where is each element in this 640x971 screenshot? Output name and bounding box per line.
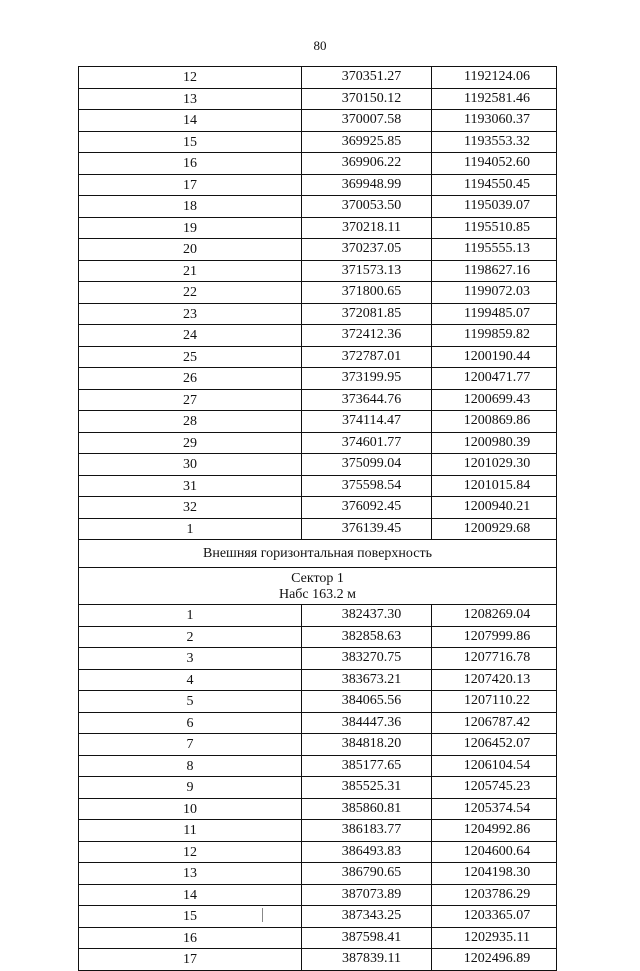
y-coordinate-cell: 1198627.16 xyxy=(432,260,557,282)
table-row xyxy=(79,282,557,304)
table-row xyxy=(79,669,557,691)
point-number-cell: 4 xyxy=(79,669,302,691)
point-number-cell: 16 xyxy=(79,927,302,949)
table-row xyxy=(79,131,557,153)
x-coordinate-cell: 384065.56 xyxy=(302,691,432,713)
point-number-cell: 9 xyxy=(79,777,302,799)
x-coordinate-cell: 370218.11 xyxy=(302,217,432,239)
table-row xyxy=(79,239,557,261)
x-coordinate-cell: 369925.85 xyxy=(302,131,432,153)
x-coordinate-cell: 383673.21 xyxy=(302,669,432,691)
sector-title: Сектор 1 xyxy=(291,571,344,586)
point-number-cell: 6 xyxy=(79,712,302,734)
point-number-cell: 14 xyxy=(79,884,302,906)
x-coordinate-cell: 371573.13 xyxy=(302,260,432,282)
sector-header-cell xyxy=(79,568,557,605)
y-coordinate-cell: 1193060.37 xyxy=(432,110,557,132)
point-number-cell: 2 xyxy=(79,626,302,648)
table-row xyxy=(79,648,557,670)
y-coordinate-cell: 1200940.21 xyxy=(432,497,557,519)
y-coordinate-cell: 1193553.32 xyxy=(432,131,557,153)
table-row xyxy=(79,196,557,218)
y-coordinate-cell: 1195039.07 xyxy=(432,196,557,218)
table-row xyxy=(79,368,557,390)
table-row xyxy=(79,389,557,411)
x-coordinate-cell: 369948.99 xyxy=(302,174,432,196)
table-row xyxy=(79,303,557,325)
table-row xyxy=(79,884,557,906)
y-coordinate-cell: 1206452.07 xyxy=(432,734,557,756)
table-row xyxy=(79,475,557,497)
point-number-cell: 27 xyxy=(79,389,302,411)
y-coordinate-cell: 1192581.46 xyxy=(432,88,557,110)
table-row xyxy=(79,518,557,540)
point-number-cell: 12 xyxy=(79,841,302,863)
coordinates-block-top xyxy=(79,67,557,540)
point-number-cell: 32 xyxy=(79,497,302,519)
point-number-cell: 30 xyxy=(79,454,302,476)
table-row xyxy=(79,734,557,756)
y-coordinate-cell: 1207999.86 xyxy=(432,626,557,648)
y-coordinate-cell: 1203786.29 xyxy=(432,884,557,906)
y-coordinate-cell: 1205745.23 xyxy=(432,777,557,799)
x-coordinate-cell: 376092.45 xyxy=(302,497,432,519)
y-coordinate-cell: 1200980.39 xyxy=(432,432,557,454)
x-coordinate-cell: 387343.25 xyxy=(302,906,432,928)
sector-height: Набс 163.2 м xyxy=(278,587,357,602)
table-row xyxy=(79,949,557,971)
point-number-cell: 10 xyxy=(79,798,302,820)
table-row xyxy=(79,174,557,196)
x-coordinate-cell: 386790.65 xyxy=(302,863,432,885)
x-coordinate-cell: 376139.45 xyxy=(302,518,432,540)
table-row xyxy=(79,346,557,368)
point-number-cell: 16 xyxy=(79,153,302,175)
table-row xyxy=(79,691,557,713)
y-coordinate-cell: 1208269.04 xyxy=(432,605,557,627)
x-coordinate-cell: 370237.05 xyxy=(302,239,432,261)
table-row xyxy=(79,153,557,175)
y-coordinate-cell: 1207110.22 xyxy=(432,691,557,713)
y-coordinate-cell: 1201029.30 xyxy=(432,454,557,476)
y-coordinate-cell: 1207420.13 xyxy=(432,669,557,691)
x-coordinate-cell: 385860.81 xyxy=(302,798,432,820)
y-coordinate-cell: 1201015.84 xyxy=(432,475,557,497)
table-row xyxy=(79,325,557,347)
y-coordinate-cell: 1200869.86 xyxy=(432,411,557,433)
x-coordinate-cell: 385177.65 xyxy=(302,755,432,777)
point-number-cell: 13 xyxy=(79,88,302,110)
point-number-cell: 14 xyxy=(79,110,302,132)
point-number-cell: 25 xyxy=(79,346,302,368)
point-number-cell: 22 xyxy=(79,282,302,304)
point-number-cell: 11 xyxy=(79,820,302,842)
point-number-cell: 8 xyxy=(79,755,302,777)
table-row xyxy=(79,432,557,454)
y-coordinate-cell: 1195510.85 xyxy=(432,217,557,239)
y-coordinate-cell: 1203365.07 xyxy=(432,906,557,928)
x-coordinate-cell: 373644.76 xyxy=(302,389,432,411)
x-coordinate-cell: 372412.36 xyxy=(302,325,432,347)
x-coordinate-cell: 384447.36 xyxy=(302,712,432,734)
table-row xyxy=(79,88,557,110)
table-row xyxy=(79,927,557,949)
x-coordinate-cell: 386493.83 xyxy=(302,841,432,863)
point-number-cell: 19 xyxy=(79,217,302,239)
x-coordinate-cell: 385525.31 xyxy=(302,777,432,799)
x-coordinate-cell: 371800.65 xyxy=(302,282,432,304)
point-number-cell: 17 xyxy=(79,949,302,971)
x-coordinate-cell: 375099.04 xyxy=(302,454,432,476)
point-number-cell: 1 xyxy=(79,518,302,540)
y-coordinate-cell: 1204198.30 xyxy=(432,863,557,885)
x-coordinate-cell: 374114.47 xyxy=(302,411,432,433)
coordinates-block-bottom xyxy=(79,605,557,971)
x-coordinate-cell: 387839.11 xyxy=(302,949,432,971)
y-coordinate-cell: 1205374.54 xyxy=(432,798,557,820)
x-coordinate-cell: 373199.95 xyxy=(302,368,432,390)
table-row xyxy=(79,497,557,519)
y-coordinate-cell: 1204992.86 xyxy=(432,820,557,842)
x-coordinate-cell: 370150.12 xyxy=(302,88,432,110)
y-coordinate-cell: 1200471.77 xyxy=(432,368,557,390)
point-number-cell: 18 xyxy=(79,196,302,218)
x-coordinate-cell: 374601.77 xyxy=(302,432,432,454)
point-number-cell: 31 xyxy=(79,475,302,497)
y-coordinate-cell: 1199485.07 xyxy=(432,303,557,325)
sector-header-row xyxy=(79,568,557,605)
x-coordinate-cell: 370053.50 xyxy=(302,196,432,218)
x-coordinate-cell: 384818.20 xyxy=(302,734,432,756)
y-coordinate-cell: 1204600.64 xyxy=(432,841,557,863)
y-coordinate-cell: 1200699.43 xyxy=(432,389,557,411)
point-number-cell: 12 xyxy=(79,67,302,89)
table-row xyxy=(79,626,557,648)
point-number-cell: 28 xyxy=(79,411,302,433)
y-coordinate-cell: 1194052.60 xyxy=(432,153,557,175)
table-row xyxy=(79,454,557,476)
point-number-cell: 7 xyxy=(79,734,302,756)
x-coordinate-cell: 387073.89 xyxy=(302,884,432,906)
point-number-cell: 24 xyxy=(79,325,302,347)
section-title: Внешняя горизонтальная поверхность xyxy=(79,540,557,568)
point-number-cell: 15 xyxy=(79,906,302,928)
table-row xyxy=(79,260,557,282)
x-coordinate-cell: 387598.41 xyxy=(302,927,432,949)
table-row xyxy=(79,712,557,734)
y-coordinate-cell: 1206787.42 xyxy=(432,712,557,734)
point-number-cell: 29 xyxy=(79,432,302,454)
y-coordinate-cell: 1206104.54 xyxy=(432,755,557,777)
x-coordinate-cell: 375598.54 xyxy=(302,475,432,497)
table-row xyxy=(79,755,557,777)
table-row xyxy=(79,217,557,239)
point-number-cell: 17 xyxy=(79,174,302,196)
y-coordinate-cell: 1200190.44 xyxy=(432,346,557,368)
point-number-cell: 13 xyxy=(79,863,302,885)
point-number-cell: 15 xyxy=(79,131,302,153)
x-coordinate-cell: 369906.22 xyxy=(302,153,432,175)
table-row xyxy=(79,820,557,842)
table-row xyxy=(79,110,557,132)
point-number-cell: 20 xyxy=(79,239,302,261)
table-row xyxy=(79,798,557,820)
x-coordinate-cell: 372081.85 xyxy=(302,303,432,325)
y-coordinate-cell: 1194550.45 xyxy=(432,174,557,196)
point-number-cell: 5 xyxy=(79,691,302,713)
point-number-cell: 23 xyxy=(79,303,302,325)
table-row xyxy=(79,863,557,885)
scan-artifact-line xyxy=(262,908,263,922)
y-coordinate-cell: 1195555.13 xyxy=(432,239,557,261)
x-coordinate-cell: 372787.01 xyxy=(302,346,432,368)
table-row xyxy=(79,67,557,89)
point-number-cell: 3 xyxy=(79,648,302,670)
y-coordinate-cell: 1202935.11 xyxy=(432,927,557,949)
x-coordinate-cell: 383270.75 xyxy=(302,648,432,670)
point-number-cell: 1 xyxy=(79,605,302,627)
x-coordinate-cell: 386183.77 xyxy=(302,820,432,842)
table-row xyxy=(79,841,557,863)
y-coordinate-cell: 1202496.89 xyxy=(432,949,557,971)
y-coordinate-cell: 1199072.03 xyxy=(432,282,557,304)
section-header-block xyxy=(79,540,557,605)
y-coordinate-cell: 1199859.82 xyxy=(432,325,557,347)
table-row xyxy=(79,605,557,627)
y-coordinate-cell: 1192124.06 xyxy=(432,67,557,89)
x-coordinate-cell: 370351.27 xyxy=(302,67,432,89)
section-header-row xyxy=(79,540,557,568)
x-coordinate-cell: 370007.58 xyxy=(302,110,432,132)
x-coordinate-cell: 382437.30 xyxy=(302,605,432,627)
x-coordinate-cell: 382858.63 xyxy=(302,626,432,648)
page-number: 80 xyxy=(313,38,327,53)
table-row xyxy=(79,777,557,799)
point-number-cell: 21 xyxy=(79,260,302,282)
table-row xyxy=(79,411,557,433)
y-coordinate-cell: 1207716.78 xyxy=(432,648,557,670)
point-number-cell: 26 xyxy=(79,368,302,390)
y-coordinate-cell: 1200929.68 xyxy=(432,518,557,540)
table-row xyxy=(79,906,557,928)
coordinates-table xyxy=(78,66,557,971)
